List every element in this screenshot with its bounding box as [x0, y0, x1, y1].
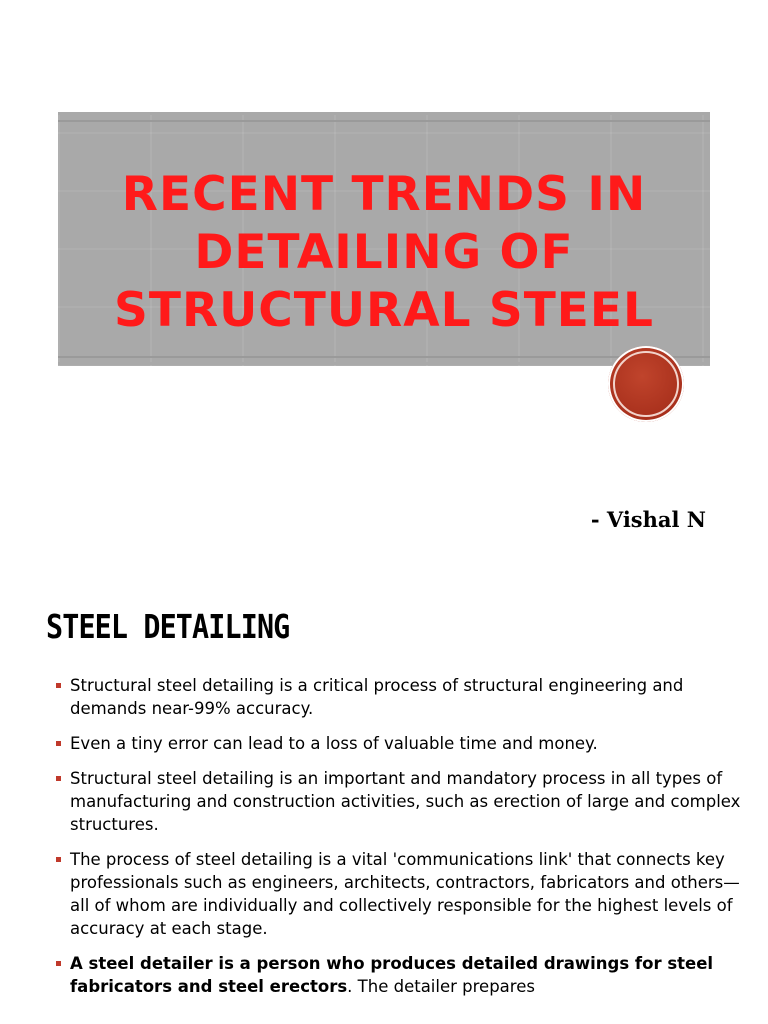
section-heading: STEEL DETAILING [46, 607, 290, 646]
bullet-item [56, 767, 746, 836]
bullet-bold-text: A steel detailer is a person who produces detailed drawings for steel fabricators and steel erectors [70, 954, 714, 996]
title-line-1: RECENT TRENDS IN [121, 167, 647, 222]
bullet-marker [56, 961, 61, 966]
bullet-item [56, 848, 746, 940]
bullet-marker [56, 857, 61, 862]
bullet-item [56, 732, 746, 755]
decorative-circle-badge [608, 346, 684, 422]
bullet-text: Structural steel detailing is a critical process of structural engineering and demands near-99% accuracy. [70, 676, 684, 718]
bullet-marker [56, 741, 61, 746]
bullet-text: Structural steel detailing is an important and mandatory process in all types of manufacturing and construction activities, such as erection of large and complex structures. [70, 769, 741, 834]
bullet-marker [56, 683, 61, 688]
bullet-item [56, 674, 746, 720]
bullet-text: The process of steel detailing is a vital 'communications link' that connects key professionals such as engineers, architects, contractors, fabricators and others—all of whom are individually and collectively responsible for the highest levels of accuracy at each stage. [70, 850, 740, 938]
author-name: - Vishal N [590, 507, 706, 532]
bullet-text: Even a tiny error can lead to a loss of valuable time and money. [70, 734, 598, 753]
bullet-marker [56, 776, 61, 781]
bullet-list [56, 674, 746, 1010]
band-bottom-thin-line [58, 356, 710, 358]
bullet-plain-text: . The detailer prepares [347, 977, 535, 996]
band-top-line [58, 112, 710, 115]
band-top-thin-line [58, 120, 710, 122]
title-line-3: STRUCTURAL STEEL [114, 283, 654, 338]
slide-title [58, 166, 710, 340]
title-line-2: DETAILING OF [194, 225, 574, 280]
bullet-item [56, 952, 746, 998]
